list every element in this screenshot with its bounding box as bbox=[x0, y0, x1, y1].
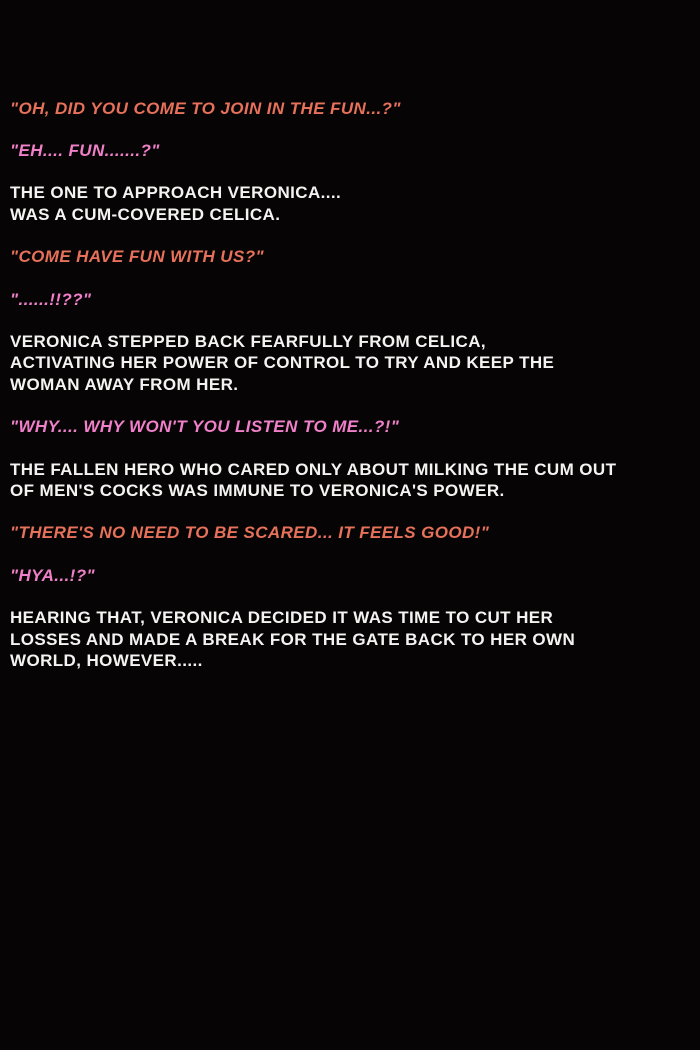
narration-paragraph bbox=[10, 331, 692, 396]
narration-line: ACTIVATING HER POWER OF CONTROL TO TRY AND KEEP THE bbox=[10, 353, 555, 373]
narration-line: WOMAN AWAY FROM HER. bbox=[10, 375, 239, 395]
dialogue-line-pink: "WHY.... WHY WON'T YOU LISTEN TO ME...?!" bbox=[10, 417, 400, 437]
narration-line: THE FALLEN HERO WHO CARED ONLY ABOUT MILKING THE CUM OUT bbox=[10, 459, 617, 479]
narration-line: THE ONE TO APPROACH VERONICA.... bbox=[10, 183, 342, 203]
dialogue-line-orange: "OH, DID YOU COME TO JOIN IN THE FUN...?" bbox=[10, 99, 401, 118]
narration-line: WAS A CUM-COVERED CELICA. bbox=[10, 205, 281, 225]
narration-line: HEARING THAT, VERONICA DECIDED IT WAS TIME TO CUT HER bbox=[10, 607, 554, 627]
dialogue-line-pink: "......!!??" bbox=[10, 289, 92, 309]
dialogue-line-orange: "THERE'S NO NEED TO BE SCARED... IT FEELS GOOD!" bbox=[10, 523, 490, 543]
narration-paragraph bbox=[10, 607, 692, 672]
dialogue-line-orange: "COME HAVE FUN WITH US?" bbox=[10, 247, 264, 267]
narration-line: WORLD, HOWEVER..... bbox=[10, 651, 203, 671]
narration-paragraph bbox=[10, 459, 692, 502]
narration-line: VERONICA STEPPED BACK FEARFULLY FROM CELICA, bbox=[10, 331, 487, 351]
dialogue-line-pink: "EH.... FUN.......?" bbox=[10, 141, 160, 161]
narration-paragraph bbox=[10, 182, 692, 225]
narration-line: LOSSES AND MADE A BREAK FOR THE GATE BACK TO HER OWN bbox=[10, 629, 576, 649]
dialogue-line-pink: "HYA...!?" bbox=[10, 565, 95, 585]
narration-line: OF MEN'S COCKS WAS IMMUNE TO VERONICA'S POWER. bbox=[10, 481, 505, 501]
